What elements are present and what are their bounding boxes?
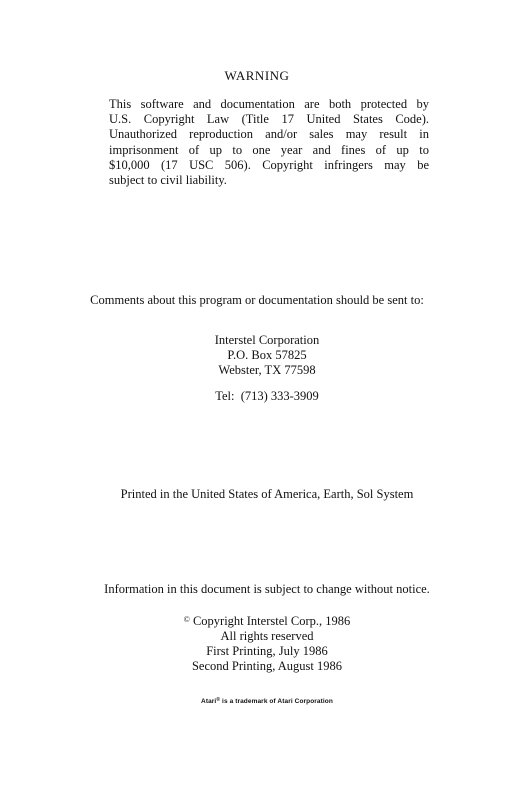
warning-line: U.S. Copyright Law (Title 17 United States Code). bbox=[109, 112, 429, 127]
company-name: Interstel Corporation bbox=[214, 333, 320, 347]
warning-line: subject to civil liability. bbox=[109, 173, 227, 188]
warning-notice bbox=[109, 97, 429, 188]
rights-reserved: All rights reserved bbox=[220, 629, 314, 643]
telephone: Tel: (713) 333-3909 bbox=[215, 389, 319, 403]
trademark-brand: Atari bbox=[201, 698, 217, 705]
warning-line: imprisonment of up to one year and fines of up to bbox=[109, 142, 429, 157]
warning-line: Unauthorized reproduction and/or sales may result in bbox=[109, 127, 429, 142]
po-box: P.O. Box 57825 bbox=[227, 348, 307, 362]
mailing-address bbox=[0, 333, 514, 378]
warning-line: $10,000 (17 USC 506). Copyright infringers may be bbox=[109, 157, 429, 172]
first-printing: First Printing, July 1986 bbox=[206, 644, 328, 658]
comments-notice: Comments about this program or documentation should be sent to: bbox=[90, 293, 424, 307]
printed-in-notice: Printed in the United States of America, Earth, Sol System bbox=[120, 487, 414, 501]
change-notice: Information in this document is subject to change without notice. bbox=[104, 582, 430, 596]
copyright-line bbox=[0, 612, 514, 629]
registered-mark: ® bbox=[216, 697, 221, 703]
second-printing: Second Printing, August 1986 bbox=[191, 659, 342, 673]
copyright-block bbox=[0, 612, 514, 674]
warning-line: This software and documentation are both protected by bbox=[109, 97, 429, 111]
trademark-text: is a trademark of Atari Corporation bbox=[220, 698, 333, 705]
city-state-zip: Webster, TX 77598 bbox=[218, 363, 316, 377]
copyright-text: Copyright Interstel Corp., 1986 bbox=[189, 614, 351, 628]
warning-title: WARNING bbox=[224, 68, 290, 83]
copyright-symbol: © bbox=[183, 615, 190, 624]
trademark-notice bbox=[0, 697, 514, 705]
